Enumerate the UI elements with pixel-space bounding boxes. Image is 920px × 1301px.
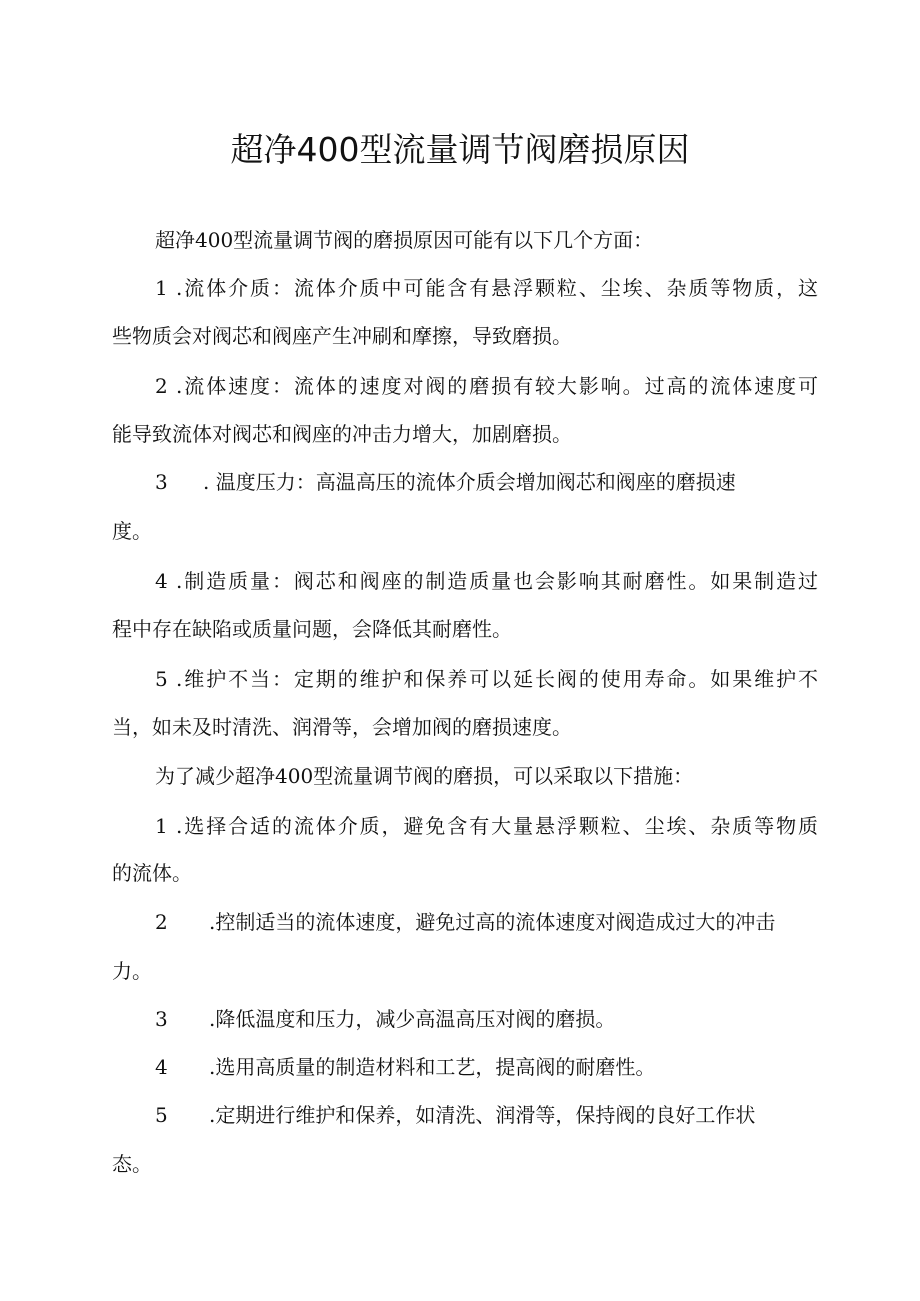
page-title: 超净400型流量调节阀磨损原因	[230, 130, 690, 169]
measure-4-text: .选用高质量的制造材料和工艺，提高阀的耐磨性。	[209, 1055, 656, 1079]
cause-1-line-2: 些物质会对阀芯和阀座产生冲刷和摩擦，导致磨损。	[112, 324, 572, 348]
cause-3-line-2: 度。	[112, 519, 152, 543]
cause-1-number: 1	[155, 276, 168, 300]
measures-intro-paragraph: 为了减少超净400型流量调节阀的磨损，可以采取以下措施：	[155, 764, 694, 788]
cause-1-text: .流体介质：流体介质中可能含有悬浮颗粒、尘埃、杂质等物质，这	[176, 276, 819, 300]
measure-3-text: .降低温度和压力，减少高温高压对阀的磨损。	[209, 1007, 616, 1031]
cause-5-line-1	[155, 665, 818, 693]
measure-1-line-1	[155, 812, 818, 840]
measure-5-line-2: 态。	[112, 1152, 152, 1176]
measure-1-text: .选择合适的流体介质，避免含有大量悬浮颗粒、尘埃、杂质等物质	[176, 814, 819, 838]
cause-3-line-1	[155, 468, 818, 496]
cause-2-line-2: 能导致流体对阀芯和阀座的冲击力增大，加剧磨损。	[112, 422, 572, 446]
cause-4-text: .制造质量：阀芯和阀座的制造质量也会影响其耐磨性。如果制造过	[176, 569, 819, 593]
measure-4-number: 4	[155, 1055, 168, 1079]
measure-2-line-1	[155, 908, 818, 936]
measure-2-number: 2	[155, 910, 168, 934]
cause-3-number: 3	[155, 470, 168, 494]
measure-1-number: 1	[155, 814, 168, 838]
cause-3-text: . 温度压力：高温高压的流体介质会增加阀芯和阀座的磨损速	[203, 470, 736, 494]
cause-4-line-2: 程中存在缺陷或质量问题，会降低其耐磨性。	[112, 617, 512, 641]
intro-paragraph: 超净400型流量调节阀的磨损原因可能有以下几个方面：	[155, 228, 654, 252]
cause-2-line-1	[155, 372, 818, 400]
cause-2-text: .流体速度：流体的速度对阀的磨损有较大影响。过高的流体速度可	[176, 374, 819, 398]
cause-5-line-2: 当，如未及时清洗、润滑等，会增加阀的磨损速度。	[112, 715, 572, 739]
measure-1-line-2: 的流体。	[112, 861, 192, 885]
measure-5-text: .定期进行维护和保养，如清洗、润滑等，保持阀的良好工作状	[209, 1103, 756, 1127]
cause-4-line-1	[155, 567, 818, 595]
measure-3-line-1	[155, 1005, 818, 1033]
measure-5-line-1	[155, 1101, 818, 1129]
cause-4-number: 4	[155, 569, 168, 593]
cause-5-number: 5	[155, 667, 168, 691]
measure-2-text: .控制适当的流体速度，避免过高的流体速度对阀造成过大的冲击	[209, 910, 776, 934]
measure-4-line-1	[155, 1053, 818, 1081]
measure-3-number: 3	[155, 1007, 168, 1031]
cause-1-line-1	[155, 274, 818, 302]
measure-5-number: 5	[155, 1103, 168, 1127]
cause-5-text: .维护不当：定期的维护和保养可以延长阀的使用寿命。如果维护不	[176, 667, 819, 691]
measure-2-line-2: 力。	[112, 959, 152, 983]
cause-2-number: 2	[155, 374, 168, 398]
